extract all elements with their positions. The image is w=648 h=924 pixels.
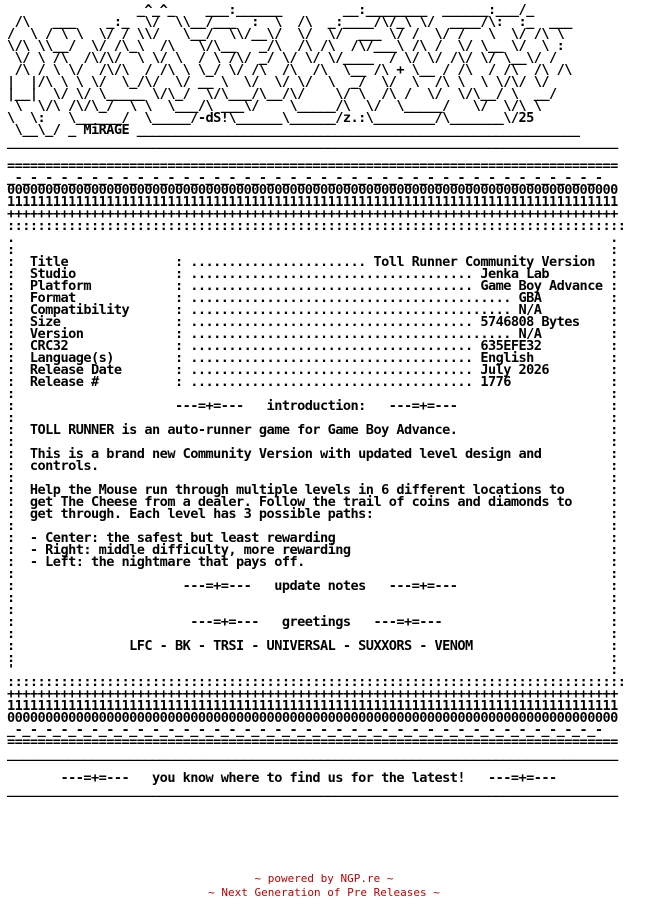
nfo-line: : get The Cheese from a dealer. Follow the trail of coins and diamonds to : [7, 494, 618, 510]
nfo-line: : : [7, 602, 618, 618]
footer-powered-by: ~ powered by NGP.re ~ [254, 872, 394, 885]
nfo-line: _-_-_-_-_-_-_-_-_-_-_-_-_-_-_-_-_-_-_-_-_-_-_-_-_-_-_-_-_-_-_-_-_-_-_-_-_-_-_- [7, 722, 603, 738]
nfo-line: \/\ \\__/ \/ /\_\ /\ \/\__ _/\ /\ /\ /\/___\ /\ / \/ \__ \/ \ : [7, 38, 565, 54]
nfo-line: : ---=+=--- update notes ---=+=--- : [7, 578, 618, 594]
nfo-line: ++++++++++++++++++++++++++++++++++++++++++++++++++++++++++++++++++++++++++++++++ [7, 686, 618, 702]
nfo-line: \ \/\ /\/\_/ \ \ \___/\ ___\/ \_____/\ \/ \_____/ \/ \/\ \ [7, 98, 542, 114]
nfo-line: / \ / \ \ \/ / \\/ \__/ \\/__\/ \/ \/ ___ \/ / \/ / \ \/ /\ \ [7, 26, 565, 42]
nfo-line: : : [7, 518, 618, 534]
nfo-line: : LFC - BK - TRSI - UNIVERSAL - SUXXORS - VENOM : [7, 638, 618, 654]
nfo-line: | |/\ \ \ \/ \_/\/ \/ __ \ \/ \/ \/ \ _/ \/ \ /\ \ \ \/\/ \/ [7, 74, 550, 90]
nfo-line: : - Left: the nightmare that pays off. : [7, 554, 618, 570]
nfo-line: : Compatibility : .......................................... N/A : [7, 302, 618, 318]
nfo-line: ' : [7, 662, 618, 678]
nfo-line: ________________________________________________________________________________ [7, 134, 618, 150]
nfo-line: : get through. Each level has 3 possible paths: : [7, 506, 618, 522]
nfo-line: ++++++++++++++++++++++++++++++++++++++++++++++++++++++++++++++++++++++++++++++++ [7, 206, 618, 222]
nfo-line: 11111111111111111111111111111111111111111111111111111111111111111111111111111111 [7, 194, 618, 210]
nfo-line: : Language(s) : ..................................... English : [7, 350, 618, 366]
nfo-line: : Version : .......................................... N/A : [7, 326, 618, 342]
nfo-line: : controls. : [7, 458, 618, 474]
nfo-line: : : [7, 386, 618, 402]
nfo-line: 00000000000000000000000000000000000000000000000000000000000000000000000000000000 [7, 710, 618, 726]
footer [0, 872, 648, 900]
nfo-line: : Release Date : ..................................... July 2026 : [7, 362, 618, 378]
nfo-line: : : [7, 242, 618, 258]
nfo-line: : Title : ....................... Toll Runner Community Version : [7, 254, 618, 270]
nfo-line: : This is a brand new Community Version with updated level design and : [7, 446, 618, 462]
nfo-line: ________________________________________________________________________________ [7, 782, 618, 798]
nfo-line: : CRC32 : ..................................... 635EFE32 : [7, 338, 618, 354]
nfo-line: ________________________________________________________________________________ [7, 746, 618, 762]
nfo-line: : : [7, 626, 618, 642]
nfo-line: : - Center: the safest but least rewarding : [7, 530, 618, 546]
nfo-line: : Release # : ..................................... 1776 : [7, 374, 618, 390]
nfo-line: : ---=+=--- introduction: ---=+=--- : [7, 398, 618, 414]
nfo-line: ---=+=--- you know where to find us for the latest! ---=+=--- [7, 770, 557, 786]
nfo-line: : Format : .......................................... GBA : [7, 290, 618, 306]
nfo-line: : : [7, 650, 618, 666]
nfo-text-block [7, 4, 641, 796]
nfo-line: /\ / \ \/ /\/\ / /\ \ \_/ \/ /\ /\ /\ \__ /\ + \__ / /\ / /\ /\ /\ [7, 62, 572, 78]
nfo-line: : Platform : ..................................... Game Boy Advance : [7, 278, 618, 294]
nfo-line: _-_-_-_-_-_-_-_-_-_-_-_-_-_-_-_-_-_-_-_-_-_-_-_-_-_-_-_-_-_-_-_-_-_-_-_-_-_-_- [7, 170, 603, 186]
nfo-line: ================================================================================ [7, 158, 618, 174]
nfo-line: \__\_/ _ MiRAGE __________________________________________________________ [7, 122, 580, 138]
nfo-line: : : [7, 566, 618, 582]
nfo-line: : - Right: middle difficulty, more rewarding : [7, 542, 618, 558]
nfo-line: 11111111111111111111111111111111111111111111111111111111111111111111111111111111 [7, 698, 618, 714]
nfo-line: : Help the Mouse run through multiple levels in 6 different locations to : [7, 482, 618, 498]
nfo-line: |__| \/ \/ \_____ \/\_/ \/\___/\__/\/ \/ \ /\ / \/ \/\__/ \ __/ [7, 86, 557, 102]
nfo-line: : : [7, 410, 618, 426]
nfo-line: 00000000000000000000000000000000000000000000000000000000000000000000000000000000 [7, 182, 618, 198]
nfo-line: /\ ___ _:_ \/ \\__/___ : \ /\ _:____/\/_\ \/ ____/\: :_ ___ [7, 14, 572, 30]
nfo-line: : : [7, 434, 618, 450]
nfo-line: : ---=+=--- greetings ---=+=--- : [7, 614, 618, 630]
nfo-line: : : [7, 470, 618, 486]
nfo-line: \ \: \______/ \_____/-dS!\______\______/z.:\________/\_______\/25 [7, 110, 534, 126]
nfo-line: : TOLL RUNNER is an auto-runner game for Game Boy Advance. : [7, 422, 618, 438]
nfo-line: _^_^_ ___:______ __:________ ______:___/_ [7, 2, 534, 18]
footer-tagline: ~ Next Generation of Pre Releases ~ [208, 886, 440, 899]
nfo-line: : Studio : ..................................... Jenka Lab : [7, 266, 618, 282]
nfo-line: ::::::::::::::::::::::::::::::::::::::::::::::::::::::::::::::::::::::::::::::::: [7, 674, 626, 690]
nfo-line: ::::::::::::::::::::::::::::::::::::::::::::::::::::::::::::::::::::::::::::::::: [7, 218, 626, 234]
nfo-line: : Size : ..................................... 5746808 Bytes : [7, 314, 618, 330]
nfo-line: . . [7, 230, 618, 246]
nfo-line: \/ \ /\ /\/\/ \ \/ \ / \ /\/ _/ \/ \/ \/____ / \/ \/ /\/ \/ \__\/ / [7, 50, 557, 66]
nfo-line: ================================================================================ [7, 734, 618, 750]
nfo-line: : : [7, 590, 618, 606]
